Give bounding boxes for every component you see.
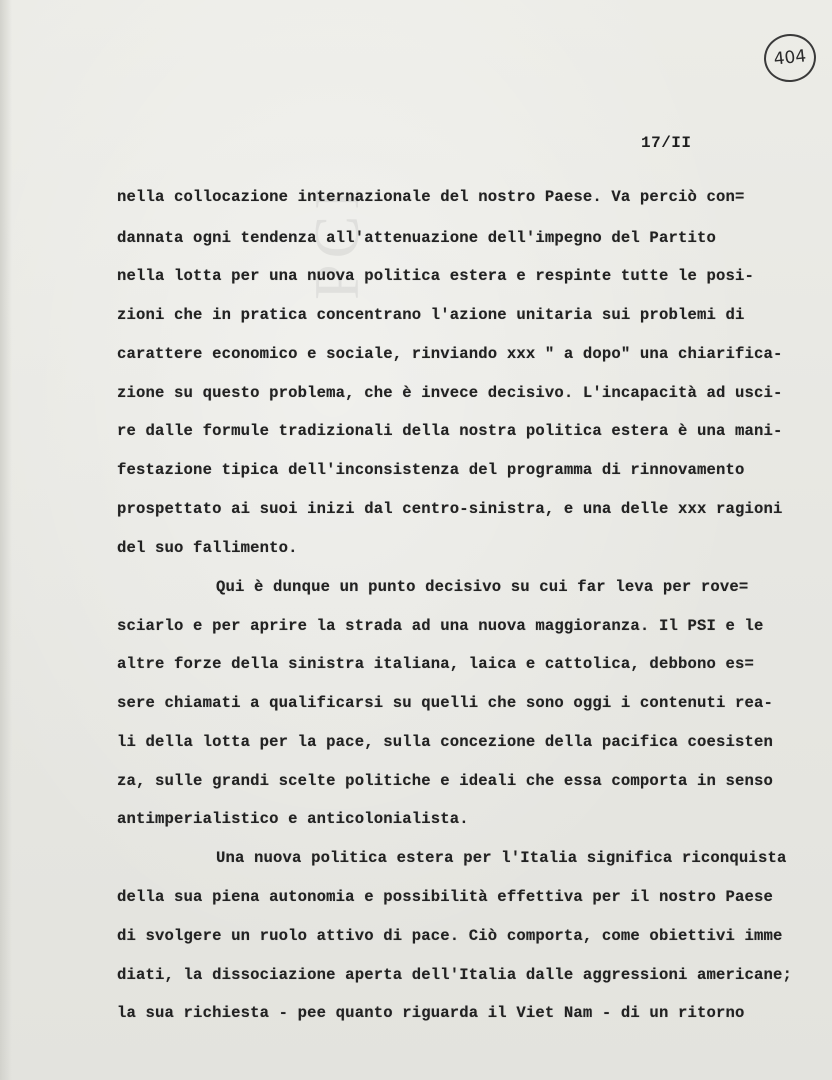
text-line-21: diati, la dissociazione aperta dell'Italia dalle aggressioni americane;	[117, 966, 793, 984]
text-line-4: zioni che in pratica concentrano l'azione unitaria sui problemi di	[117, 306, 745, 324]
archive-page-number-stamp	[762, 31, 819, 84]
text-line-7: re dalle formule tradizionali della nostra politica estera è una mani-	[117, 422, 783, 440]
text-line-19: della sua piena autonomia e possibilità effettiva per il nostro Paese	[117, 888, 774, 906]
text-line-3: nella lotta per una nuova politica estera e respinte tutte le posi-	[117, 267, 755, 285]
text-line-10: del suo fallimento.	[117, 539, 298, 557]
text-line-13: altre forze della sinistra italiana, laica e cattolica, debbono es=	[117, 655, 755, 673]
text-line-15: li della lotta per la pace, sulla concezione della pacifica coesisten	[117, 733, 774, 751]
text-line-1: nella collocazione internazionale del nostro Paese. Va perciò con=	[117, 188, 745, 206]
text-line-6: zione su questo problema, che è invece decisivo. L'incapacità ad usci-	[117, 384, 783, 402]
page-reference: 17/II	[641, 134, 692, 152]
text-line-9: prospettato ai suoi inizi dal centro-sinistra, e una delle xxx ragioni	[117, 500, 783, 518]
text-line-22: la sua richiesta - pee quanto riguarda il Viet Nam - di un ritorno	[117, 1004, 745, 1022]
text-line-5: carattere economico e sociale, rinviando xxx " a dopo" una chiarifica-	[117, 345, 783, 363]
text-line-2: dannata ogni tendenza all'attenuazione dell'impegno del Partito	[117, 229, 716, 247]
reverse-side-show-through: PCI	[301, 182, 372, 300]
text-line-17: antimperialistico e anticolonialista.	[117, 810, 469, 828]
text-line-12: sciarlo e per aprire la strada ad una nuova maggioranza. Il PSI e le	[117, 617, 764, 635]
page-edge-shadow	[0, 0, 12, 1080]
text-line-16: za, sulle grandi scelte politiche e ideali che essa comporta in senso	[117, 772, 774, 790]
text-line-20: di svolgere un ruolo attivo di pace. Ciò comporta, come obiettivi imme	[117, 927, 783, 945]
text-line-14: sere chiamati a qualificarsi su quelli che sono oggi i contenuti rea-	[117, 694, 774, 712]
text-line-11: Qui è dunque un punto decisivo su cui far leva per rove=	[216, 578, 749, 596]
text-line-18: Una nuova politica estera per l'Italia significa riconquista	[216, 849, 787, 867]
text-line-8: festazione tipica dell'inconsistenza del programma di rinnovamento	[117, 461, 745, 479]
archive-page-number: 404	[772, 46, 808, 70]
